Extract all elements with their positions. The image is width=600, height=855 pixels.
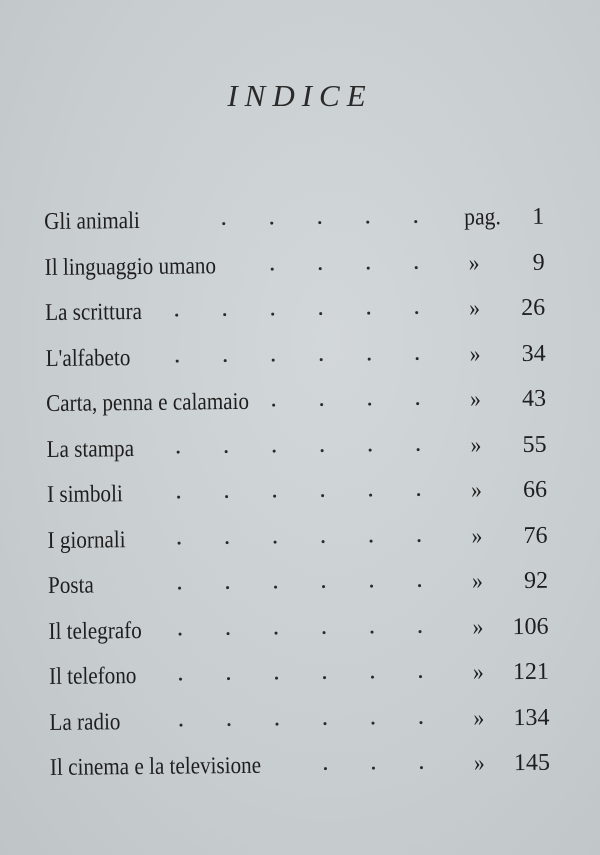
toc-entry — [47, 468, 557, 519]
table-of-contents — [44, 195, 560, 792]
toc-entry — [44, 240, 554, 291]
leader-dot — [367, 312, 370, 315]
toc-entry — [45, 331, 555, 382]
toc-entry — [46, 422, 556, 473]
page-title: INDICE — [227, 78, 373, 113]
leader-dot — [179, 723, 182, 726]
leader-dot — [420, 766, 423, 769]
toc-entry-title: Il telegrafo — [48, 617, 142, 645]
leader-dot — [274, 540, 277, 543]
leader-dot — [273, 449, 276, 452]
toc-page-number: 121 — [512, 658, 550, 686]
leader-dot — [271, 313, 274, 316]
leader-dot — [322, 540, 325, 543]
leader-dot — [275, 631, 278, 634]
leader-dot — [224, 359, 227, 362]
toc-page-number: 34 — [521, 340, 546, 367]
toc-page-label: » — [473, 750, 485, 777]
leader-dot — [319, 267, 322, 270]
toc-page-label: pag. — [464, 204, 501, 231]
leader-dot — [272, 404, 275, 407]
toc-page-number: 26 — [521, 294, 546, 322]
toc-page-number: 92 — [523, 567, 549, 594]
toc-entry-title: L'alfabeto — [45, 344, 131, 372]
toc-page-number: 1 — [532, 203, 545, 230]
toc-page-label: » — [471, 568, 483, 595]
toc-entry-title: Il linguaggio umano — [44, 252, 217, 281]
leader-dot — [227, 632, 230, 635]
leader-dot — [323, 631, 326, 634]
toc-page-label: » — [472, 659, 484, 686]
toc-page-number: 66 — [522, 476, 548, 503]
toc-page-label: » — [469, 386, 482, 413]
toc-page-label: » — [473, 704, 485, 732]
leader-dot — [179, 678, 182, 681]
leader-dot — [417, 448, 420, 451]
leader-dot — [273, 495, 276, 498]
leader-dot — [319, 312, 322, 315]
toc-entry-title: Gli animali — [44, 207, 140, 235]
leader-dot — [370, 539, 373, 542]
leader-dot — [415, 266, 418, 269]
toc-page-label: » — [468, 249, 480, 277]
leader-dot — [225, 450, 228, 453]
toc-entry — [47, 513, 557, 564]
toc-page-number: 55 — [522, 431, 547, 458]
leader-dot — [419, 721, 422, 724]
toc-entry-title: Il telefono — [48, 663, 137, 690]
leader-dot — [324, 767, 327, 770]
toc-page-number: 76 — [523, 522, 548, 549]
toc-entry-title: I simboli — [46, 481, 123, 508]
leader-dot — [371, 721, 374, 724]
leader-dot — [227, 677, 230, 680]
leader-dot — [179, 632, 182, 635]
leader-dot — [323, 676, 326, 679]
toc-entry — [45, 286, 555, 337]
toc-page-number: 145 — [513, 749, 551, 777]
leader-dot — [419, 675, 422, 678]
leader-dot — [177, 496, 180, 499]
toc-entry-title: I giornali — [47, 526, 126, 554]
leader-dot — [369, 448, 372, 451]
leader-dot — [415, 311, 418, 314]
toc-entry-title: Carta, penna e calamaio — [46, 388, 250, 417]
toc-entry — [49, 650, 559, 701]
toc-entry-title: Il cinema e la televisione — [49, 752, 262, 781]
leader-dot — [322, 585, 325, 588]
leader-dot — [371, 676, 374, 679]
leader-dot — [418, 584, 421, 587]
toc-entry — [48, 559, 558, 610]
leader-dot — [318, 221, 321, 224]
leader-dot — [175, 314, 178, 317]
toc-entry-title: La stampa — [46, 435, 135, 463]
leader-dot — [226, 541, 229, 544]
toc-page-label: » — [472, 613, 484, 641]
toc-entry — [46, 377, 556, 428]
leader-dot — [320, 403, 323, 406]
leader-dot — [417, 493, 420, 496]
leader-dot — [369, 494, 372, 497]
leader-dot — [225, 495, 228, 498]
toc-entry-title: La radio — [49, 708, 121, 736]
leader-dot — [271, 267, 274, 270]
leader-dot — [418, 539, 421, 542]
leader-dot — [321, 494, 324, 497]
leader-dot — [177, 450, 180, 453]
leader-dot — [223, 313, 226, 316]
toc-page-number: 9 — [532, 249, 545, 276]
toc-page-label: » — [471, 522, 483, 550]
leader-dot — [176, 359, 179, 362]
leader-dot — [178, 587, 181, 590]
leader-dot — [414, 220, 417, 223]
leader-dot — [371, 630, 374, 633]
leader-dot — [275, 677, 278, 680]
leader-dot — [368, 403, 371, 406]
leader-dot — [320, 358, 323, 361]
leader-dot — [178, 541, 181, 544]
leader-dot — [226, 586, 229, 589]
leader-dot — [227, 723, 230, 726]
leader-dot — [419, 630, 422, 633]
toc-page-number: 134 — [513, 704, 550, 731]
toc-page-label: » — [469, 295, 481, 322]
leader-dot — [416, 357, 419, 360]
toc-entry — [49, 695, 559, 746]
toc-entry-title: Posta — [47, 572, 94, 599]
leader-dot — [372, 767, 375, 770]
toc-entry — [44, 195, 554, 246]
toc-page-label: » — [470, 431, 482, 459]
leader-dot — [416, 402, 419, 405]
toc-page-label: » — [470, 477, 483, 504]
leader-dot — [368, 357, 371, 360]
leader-dot — [272, 358, 275, 361]
leader-dot — [367, 266, 370, 269]
leader-dot — [323, 722, 326, 725]
leader-dot — [222, 222, 225, 225]
toc-page-label: » — [469, 340, 481, 368]
leader-dot — [321, 449, 324, 452]
toc-entry — [50, 741, 560, 792]
toc-page-number: 43 — [521, 385, 547, 413]
leader-dot — [275, 722, 278, 725]
leader-dot — [274, 586, 277, 589]
toc-entry — [48, 604, 558, 655]
toc-page-number: 106 — [512, 613, 549, 640]
toc-entry-title: La scrittura — [45, 298, 143, 326]
leader-dot — [370, 585, 373, 588]
leader-dot — [270, 222, 273, 225]
leader-dot — [366, 221, 369, 224]
